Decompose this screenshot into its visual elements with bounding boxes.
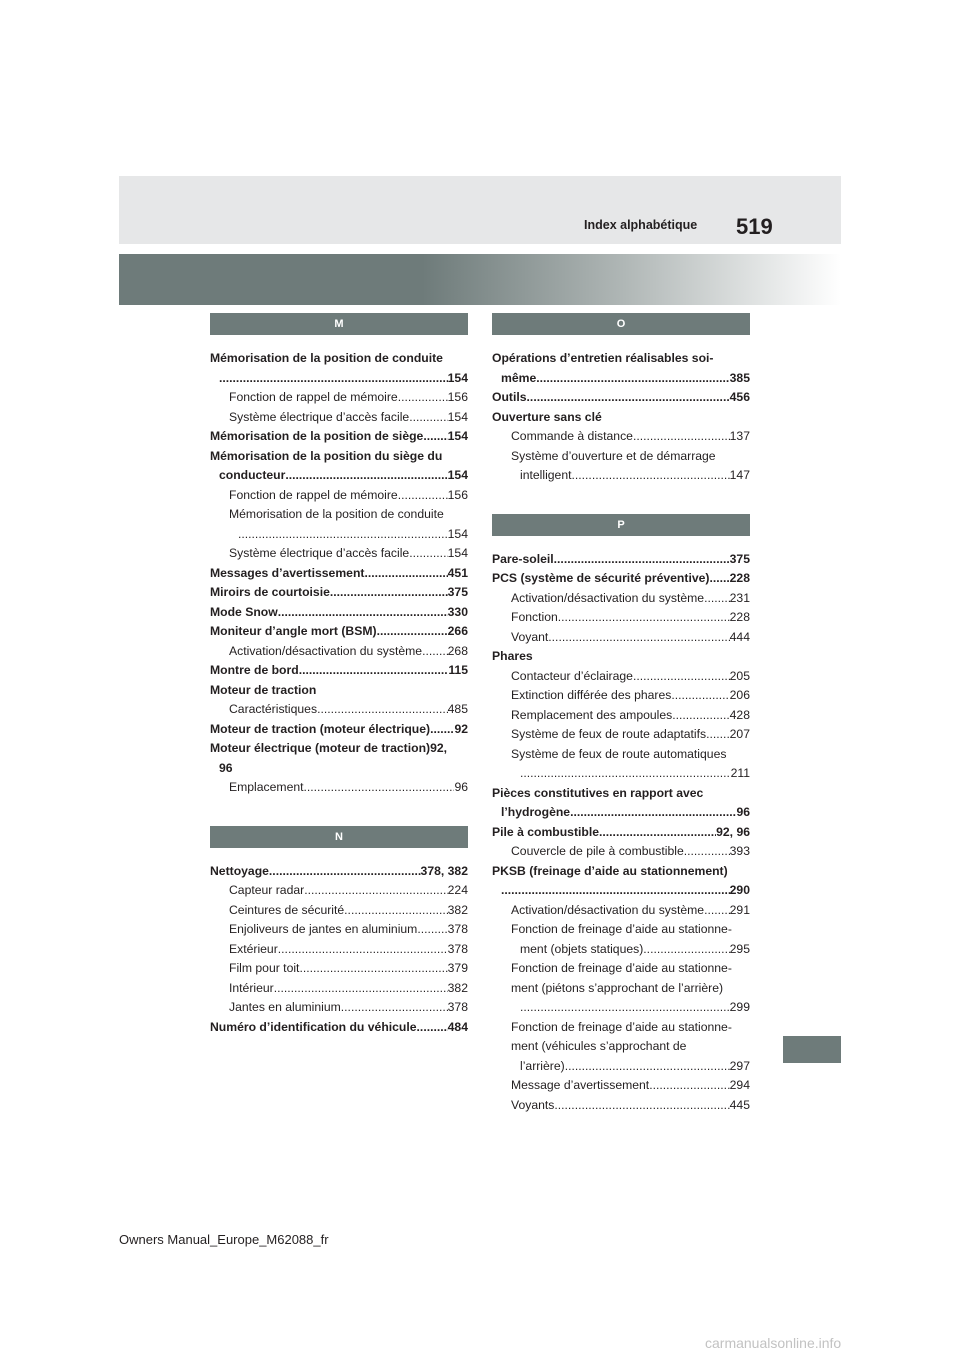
page-reference: 156: [447, 390, 468, 404]
entry-label: Outils: [492, 390, 527, 404]
page-reference: 378, 382: [420, 863, 468, 878]
index-sub-entry: [210, 408, 468, 428]
index-main-entry: [492, 550, 750, 570]
entry-label: intelligent: [520, 468, 572, 482]
page-reference: 115: [448, 663, 468, 677]
letter-heading-bar: N: [210, 826, 468, 848]
entry-label: conducteur: [219, 468, 286, 482]
dot-leader: [344, 901, 447, 921]
index-sub-entry: [492, 1096, 750, 1116]
dot-leader: [643, 940, 729, 960]
index-sub-entry: [492, 1076, 750, 1096]
page-reference: 297: [729, 1058, 750, 1073]
page-reference: 484: [447, 1019, 468, 1034]
entry-label: Moteur de traction (moteur électrique): [210, 721, 431, 736]
index-column-left: [210, 313, 468, 1065]
entry-label: Nettoyage: [210, 863, 269, 878]
index-sub-entry: [492, 901, 750, 921]
index-sub-entry: [210, 901, 468, 921]
index-sub-entry: [210, 505, 468, 544]
dot-leader: [709, 569, 729, 589]
index-sub-entry: [492, 447, 750, 486]
entry-label: PCS (système de sécurité préventive): [492, 571, 710, 585]
page-reference: 154: [447, 468, 468, 482]
page-reference: 266: [447, 624, 468, 638]
entry-label: Système de feux de route adaptatifs: [511, 727, 707, 741]
entry-label: Ouverture sans clé: [492, 409, 602, 424]
page-reference: 96: [454, 780, 468, 794]
entry-label: Moteur de traction: [210, 682, 317, 697]
index-sub-entry: [492, 842, 750, 862]
entry-text-line: Mémorisation de la position de conduite: [229, 507, 444, 521]
footer-document-name: Owners Manual_Europe_M62088_fr: [119, 1232, 329, 1247]
entry-text-line: Moteur électrique (moteur de traction)92,: [210, 741, 448, 755]
page-reference: 444: [729, 629, 750, 644]
dot-leader: [219, 369, 448, 389]
index-sub-entry: [492, 667, 750, 687]
index-sub-entry: [210, 486, 468, 506]
index-sub-entry: [492, 725, 750, 745]
page-reference: 156: [447, 487, 468, 502]
page-reference: 451: [447, 565, 468, 580]
index-letter-group: [492, 514, 750, 1116]
entry-label: Numéro d’identification du véhicule: [210, 1019, 417, 1034]
index-main-entry: [210, 603, 468, 623]
entry-label: Activation/désactivation du système: [229, 643, 423, 658]
entry-label: l’arrière): [520, 1058, 565, 1073]
dot-leader: [285, 466, 447, 486]
index-sub-entry: [492, 920, 750, 959]
page-reference: 379: [447, 961, 468, 975]
entry-label: Ceintures de sécurité: [229, 902, 345, 917]
dot-leader: [671, 686, 729, 706]
index-main-entry: [210, 447, 468, 486]
page-reference: 154: [447, 546, 468, 560]
entry-label: Voyant: [511, 629, 549, 644]
dot-leader: [409, 408, 447, 428]
page-reference: 382: [447, 980, 468, 995]
dot-leader: [317, 700, 448, 720]
index-sub-entry: [210, 642, 468, 662]
entry-text-line: ment (véhicules s’approchant de: [511, 1039, 687, 1053]
dot-leader: [633, 427, 730, 447]
entry-text-line: Opérations d’entretien réalisables soi-: [492, 351, 714, 365]
watermark: carmanualsonline.info: [705, 1335, 842, 1351]
index-sub-entry: [210, 940, 468, 960]
dot-leader: [417, 1018, 448, 1038]
letter-heading-bar: M: [210, 313, 468, 335]
page-reference: 299: [729, 1000, 750, 1014]
entry-label: Caractéristiques: [229, 702, 318, 716]
index-main-entry: [210, 564, 468, 584]
page-reference: 290: [729, 883, 750, 897]
index-main-entry: [492, 784, 750, 823]
letter-heading-bar: P: [492, 514, 750, 536]
entry-label: l’hydrogène: [501, 805, 571, 819]
entry-text-line: PKSB (freinage d’aide au stationnement): [492, 863, 728, 878]
page-reference: 206: [729, 688, 750, 702]
index-main-entry: [210, 739, 468, 778]
page-reference: 92, 96: [716, 824, 750, 839]
page-reference: 382: [447, 902, 468, 917]
page-reference: 154: [447, 370, 468, 385]
page-reference: 385: [729, 370, 750, 385]
index-sub-entry: [210, 778, 468, 798]
entry-label: Extérieur: [229, 941, 278, 956]
chapter-side-tab: [783, 1036, 841, 1063]
page-reference: 154: [447, 429, 468, 443]
page-reference: 207: [729, 727, 750, 741]
index-main-entry: [492, 862, 750, 901]
entry-label: ment (objets statiques): [520, 941, 644, 956]
index-letter-group: [492, 313, 750, 486]
entry-label: Enjoliveurs de jantes en aluminium: [229, 922, 418, 936]
dot-leader: [274, 979, 448, 999]
index-letter-group: [210, 826, 468, 1038]
entry-label: Activation/désactivation du système: [511, 902, 705, 917]
entry-label: Emplacement: [229, 780, 304, 794]
index-main-entry: [210, 862, 468, 882]
page-reference: 378: [447, 941, 468, 956]
entry-label: Capteur radar: [229, 883, 305, 897]
page-reference: 330: [447, 604, 468, 619]
entry-label: 96: [219, 760, 233, 775]
page-reference: 224: [447, 883, 468, 897]
page-reference: 428: [729, 707, 750, 722]
dot-leader: [565, 1057, 730, 1077]
index-sub-entry: [492, 608, 750, 628]
index-sub-entry: [492, 959, 750, 1018]
index-sub-entry: [210, 959, 468, 979]
dot-leader: [520, 998, 730, 1018]
index-sub-entry: [492, 706, 750, 726]
index-main-entry: [210, 622, 468, 642]
dot-leader: [599, 823, 716, 843]
dot-leader: [398, 388, 448, 408]
entry-text-line: Système d’ouverture et de démarrage: [511, 448, 716, 463]
dot-leader: [278, 603, 448, 623]
index-sub-entry: [210, 998, 468, 1018]
index-sub-entry: [210, 700, 468, 720]
page-reference: 137: [729, 429, 750, 443]
index-sub-entry: [210, 881, 468, 901]
index-main-entry: [492, 647, 750, 667]
page-reference: 378: [447, 922, 468, 936]
page-reference: 375: [447, 585, 468, 599]
entry-label: Jantes en aluminium: [229, 1000, 341, 1014]
index-sub-entry: [492, 427, 750, 447]
index-sub-entry: [210, 388, 468, 408]
entry-label: Système électrique d’accès facile: [229, 409, 410, 424]
index-sub-entry: [210, 920, 468, 940]
entry-label: Phares: [492, 649, 533, 663]
page-reference: 205: [729, 668, 750, 683]
entry-label: Voyants: [511, 1097, 555, 1112]
dot-leader: [398, 486, 448, 506]
page-reference: 96: [736, 805, 750, 819]
header-background: [119, 176, 841, 244]
entry-label: Intérieur: [229, 980, 274, 995]
page-reference: 154: [447, 409, 468, 424]
dot-leader: [417, 920, 447, 940]
entry-label: Moniteur d’angle mort (BSM): [210, 624, 377, 638]
index-sub-entry: [210, 979, 468, 999]
dot-leader: [633, 667, 730, 687]
dot-leader: [299, 959, 447, 979]
dot-leader: [377, 622, 448, 642]
dot-leader: [570, 803, 736, 823]
entry-label: Système électrique d’accès facile: [229, 546, 410, 560]
dot-leader: [548, 628, 729, 648]
index-main-entry: [492, 388, 750, 408]
entry-text-line: Fonction de freinage d’aide au stationne-: [511, 922, 732, 936]
page-number: 519: [736, 214, 773, 239]
page-reference: 231: [729, 590, 750, 605]
index-main-entry: [492, 349, 750, 388]
page-reference: 147: [729, 468, 750, 482]
index-sub-entry: [210, 544, 468, 564]
index-main-entry: [492, 569, 750, 589]
page-reference: 268: [447, 643, 468, 658]
entry-label: Remplacement des ampoules: [511, 707, 673, 722]
entry-label: Couvercle de pile à combustible: [511, 844, 684, 858]
dot-leader: [501, 881, 730, 901]
entry-label: même: [501, 370, 537, 385]
index-main-entry: [492, 408, 750, 428]
index-sub-entry: [492, 1018, 750, 1077]
dot-leader: [238, 525, 448, 545]
dot-leader: [527, 388, 730, 408]
dot-leader: [304, 778, 455, 798]
entry-label: Pile à combustible: [492, 824, 600, 839]
index-sub-entry: [492, 589, 750, 609]
page-reference: 378: [447, 1000, 468, 1014]
index-main-entry: [210, 427, 468, 447]
index-main-entry: [492, 823, 750, 843]
entry-label: Pare-soleil: [492, 551, 554, 566]
page-reference: 393: [729, 844, 750, 858]
page-reference: 228: [729, 610, 750, 624]
dot-leader: [269, 862, 421, 882]
section-title: Index alphabétique: [584, 218, 698, 232]
entry-label: Mémorisation de la position de siège: [210, 429, 424, 443]
letter-heading-bar: O: [492, 313, 750, 335]
dot-leader: [304, 881, 447, 901]
page-reference: 485: [447, 702, 468, 716]
entry-label: Contacteur d’éclairage: [511, 668, 633, 683]
page-reference: 295: [729, 941, 750, 956]
entry-text-line: Mémorisation de la position de conduite: [210, 351, 443, 365]
dot-leader: [704, 589, 730, 609]
entry-text-line: Fonction de freinage d’aide au stationne-: [511, 1019, 732, 1034]
entry-label: Extinction différée des phares: [511, 688, 672, 702]
index-sub-entry: [492, 628, 750, 648]
entry-text-line: Fonction de freinage d’aide au stationne-: [511, 961, 732, 975]
index-sub-entry: [492, 745, 750, 784]
page-reference: 456: [729, 390, 750, 404]
dot-leader: [422, 642, 448, 662]
dot-leader: [341, 998, 448, 1018]
dot-leader: [536, 369, 729, 389]
entry-label: Miroirs de courtoisie: [210, 585, 330, 599]
index-main-entry: [210, 720, 468, 740]
entry-label: Messages d’avertissement: [210, 565, 365, 580]
page-reference: 445: [729, 1097, 750, 1112]
entry-label: Montre de bord: [210, 663, 299, 677]
page-reference: 154: [447, 526, 468, 541]
entry-text-line: Pièces constitutives en rapport avec: [492, 785, 704, 800]
index-column-right: [492, 313, 750, 1143]
entry-label: Mode Snow: [210, 604, 278, 619]
dot-leader: [409, 544, 447, 564]
dot-leader: [558, 608, 730, 628]
dot-leader: [423, 427, 447, 447]
dot-leader: [330, 583, 448, 603]
entry-text-line: Mémorisation de la position du siège du: [210, 448, 443, 463]
dot-leader: [572, 466, 730, 486]
page-reference: 291: [729, 902, 750, 917]
dot-leader: [554, 1096, 729, 1116]
index-main-entry: [210, 661, 468, 681]
page-reference: 375: [729, 551, 750, 566]
index-main-entry: [210, 681, 468, 701]
entry-text-line: Système de feux de route automatiques: [511, 746, 727, 761]
dot-leader: [278, 940, 448, 960]
index-main-entry: [210, 349, 468, 388]
index-sub-entry: [492, 686, 750, 706]
header-gradient-band: [119, 254, 841, 305]
index-main-entry: [210, 583, 468, 603]
dot-leader: [554, 550, 730, 570]
entry-label: Commande à distance: [511, 429, 633, 443]
index-main-entry: [210, 1018, 468, 1038]
page-reference: 92: [454, 721, 468, 736]
dot-leader: [430, 720, 454, 740]
dot-leader: [704, 901, 730, 921]
entry-label: Activation/désactivation du système: [511, 590, 705, 605]
entry-label: Film pour toit: [229, 961, 300, 975]
entry-text-line: ment (piétons s’approchant de l’arrière): [511, 980, 724, 995]
entry-label: Fonction: [511, 610, 558, 624]
dot-leader: [672, 706, 729, 726]
entry-label: Fonction de rappel de mémoire: [229, 487, 398, 502]
dot-leader: [364, 564, 447, 584]
page-reference: 228: [729, 571, 750, 585]
entry-label: Fonction de rappel de mémoire: [229, 390, 398, 404]
entry-label: Message d’avertissement: [511, 1078, 650, 1092]
dot-leader: [520, 764, 731, 784]
dot-leader: [706, 725, 730, 745]
page-reference: 211: [730, 766, 750, 780]
index-letter-group: [210, 313, 468, 798]
page-reference: 294: [729, 1078, 750, 1092]
dot-leader: [649, 1076, 729, 1096]
dot-leader: [299, 661, 449, 681]
dot-leader: [684, 842, 730, 862]
